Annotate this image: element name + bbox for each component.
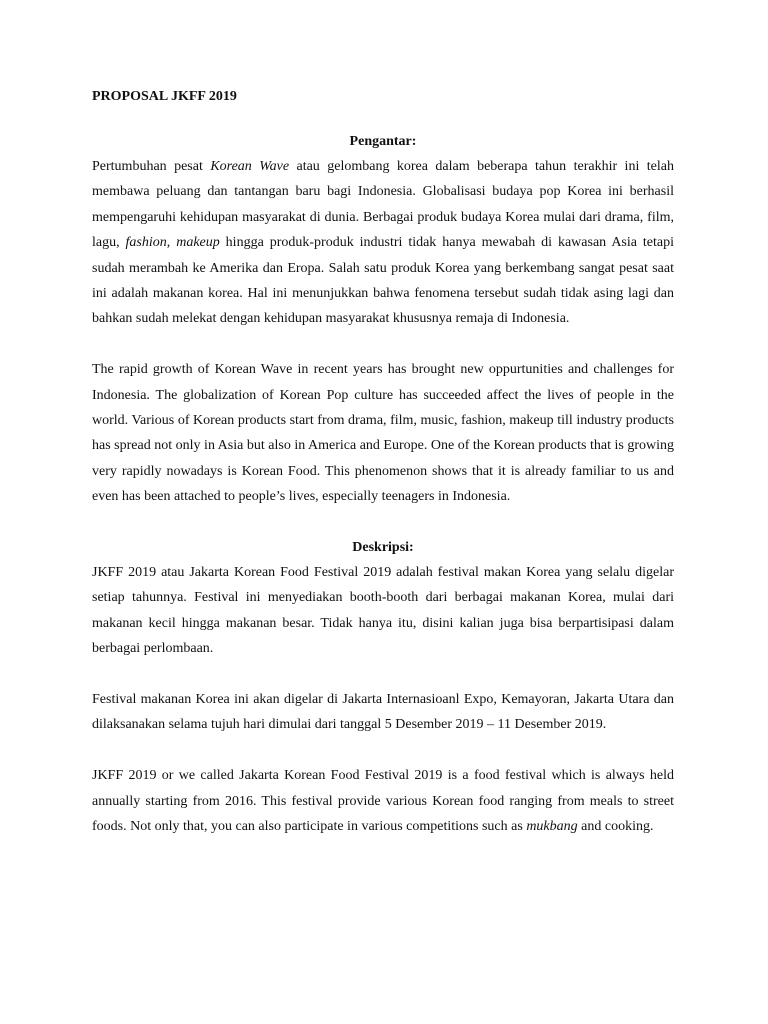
paragraph-pengantar-en: The rapid growth of Korean Wave in recent years has brought new oppurtunities and challenges for Indonesia. The globalization of Korean Pop culture has succeeded affect the lives of people in the world. Various of Korean products start from drama, film, music, fashion, makeup till industry products has spread not only in Asia but also in America and Europe. One of the Korean products that is growing very rapidly nowadays is Korean Food. This phenomenon shows that it is already familiar to us and even has been attached to people’s lives, especially teenagers in Indonesia. (92, 362, 674, 505)
text-run: JKFF 2019 or we called Jakarta Korean Food Festival 2019 is a food festival which is always held annually starting from 2016. This festival provide various Korean food ranging from meals to street foods. Not only that, you can also participate in various competitions such as (92, 768, 674, 835)
paragraph-gap (92, 510, 674, 535)
document-title: PROPOSAL JKFF 2019 (92, 89, 237, 104)
text-run: , (166, 235, 177, 251)
text-run: and cooking. (577, 819, 654, 835)
paragraph-deskripsi-2: Festival makanan Korea ini akan digelar di Jakarta Internasioanl Expo, Kemayoran, Jakarta Utara dan dilaksanakan selama tujuh hari dimulai dari tanggal 5 Desember 2019 – 11 Desember 2019. (92, 692, 674, 733)
section-heading-deskripsi: Deskripsi: (352, 540, 414, 556)
italic-term-fashion: fashion (125, 235, 167, 251)
paragraph-deskripsi-3 (92, 763, 674, 839)
italic-term-mukbang: mukbang (526, 819, 578, 835)
paragraph-deskripsi-1: JKFF 2019 atau Jakarta Korean Food Festival 2019 adalah festival makan Korea yang selalu digelar setiap tahunnya. Festival ini menyediakan booth-booth dari berbagai makanan Korea, mulai dari makanan kecil hingga makanan besar. Tidak hanya itu, disini kalian juga bisa berpartisipasi dalam berbagai perlombaan. (92, 565, 674, 657)
document-page (92, 84, 674, 840)
text-run: atau gelombang korea dalam beberapa tahun terakhir ini telah membawa peluang dan tantangan baru bagi Indonesia. Globalisasi budaya pop Korea ini berhasil mempengaruhi kehidupan masyarakat di dunia. Berbagai produk budaya Korea mulai dari drama, film, lagu, (92, 159, 674, 251)
text-run: hingga produk-produk industri tidak hanya mewabah di kawasan Asia tetapi sudah merambah ke Amerika dan Eropa. Salah satu produk Korea yang berkembang sangat pesat saat ini adalah makanan korea. Hal ini menunjukkan bahwa fenomena tersebut sudah tidak asing lagi dan bahkan sudah melekat dengan kehidupan masyarakat khususnya remaja di Indonesia. (92, 235, 675, 327)
text-run: Pertumbuhan pesat (92, 159, 211, 174)
paragraph-pengantar-id (92, 154, 674, 332)
italic-term-korean-wave: Korean Wave (210, 159, 290, 174)
paragraph-gap (92, 662, 674, 687)
paragraph-gap (92, 332, 674, 357)
italic-term-makeup: makeup (176, 235, 220, 251)
paragraph-gap (92, 738, 674, 763)
section-heading-pengantar: Pengantar: (349, 134, 417, 149)
